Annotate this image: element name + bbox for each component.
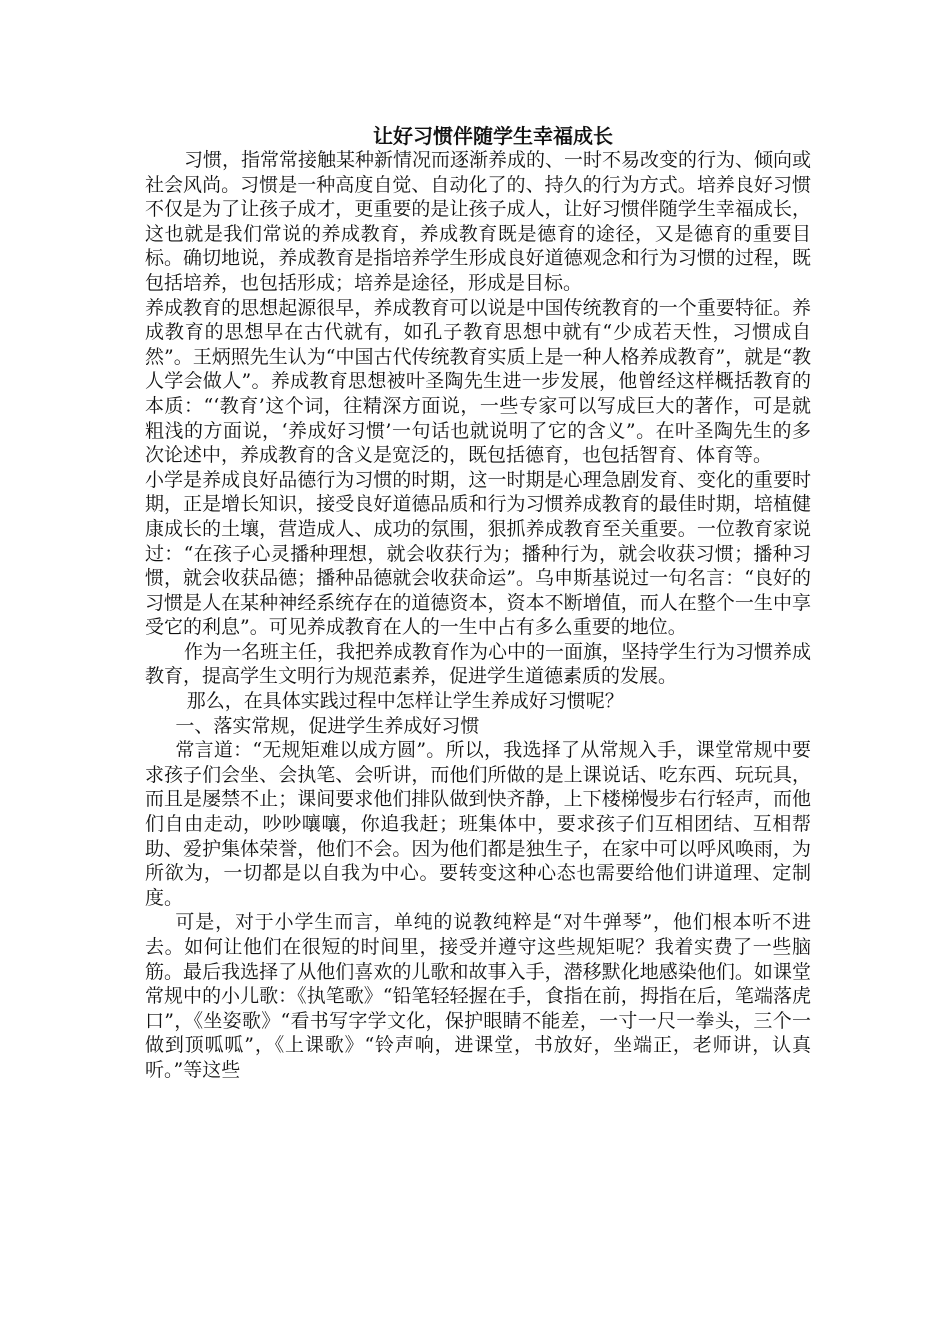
section-heading-1: 一、落实常规，促进学生养成好习惯 [175, 714, 480, 737]
paragraph-class-teacher: 作为一名班主任，我把养成教育作为心中的一面旗，坚持学生行为习惯养成教育，提高学生文明行为规范素养，促进学生道德素质的发展。 [145, 640, 811, 688]
paragraph-origin: 养成教育的思想起源很早，养成教育可以说是中国传统教育的一个重要特征。养成教育的思想早在古代就有，如孔子教育思想中就有“少成若天性，习惯成自然”。王炳照先生认为“中国古代传统教育实质上是一种人格养成教育”，就是“教人学会做人”。养成教育思想被叶圣陶先生进一步发展，他曾经这样概括教育的本质：“‘教育’这个词，往精深方面说，一些专家可以写成巨大的著作，可是就粗浅的方面说，‘养成好习惯’一句话也就说明了它的含义”。在叶圣陶先生的多次论述中，养成教育的含义是宽泛的，既包括德育，也包括智育、体育等。 [145, 296, 811, 467]
paragraph-definition: 习惯，指常常接触某种新情况而逐渐养成的、一时不易改变的行为、倾向或社会风尚。习惯是一种高度自觉、自动化了的、持久的行为方式。培养良好习惯不仅是为了让孩子成才，更重要的是让孩子成人，让好习惯伴随学生幸福成长，这也就是我们常说的养成教育，养成教育既是德育的途径，又是德育的重要目标。确切地说，养成教育是指培养学生形成良好道德观念和行为习惯的过程，既包括培养，也包括形成；培养是途径，形成是目标。 [145, 149, 811, 294]
paragraph-routine: 常言道：“无规矩难以成方圆”。所以，我选择了从常规入手，课堂常规中要求孩子们会坐、会执笔、会听讲，而他们所做的是上课说话、吃东西、玩玩具，而且是屡禁不止；课间要求他们排队做到快齐静，上下楼梯慢步右行轻声，而他们自由走动，吵吵嚷嚷，你追我赶；班集体中，要求孩子们互相团结、互相帮助、爱护集体荣誉，他们不会。因为他们都是独生子，在家中可以呼风唤雨，为所欲为，一切都是以自我为中心。要转变这种心态也需要给他们讲道理、定制度。 [145, 739, 811, 909]
paragraph-question: 那么，在具体实践过程中怎样让学生养成好习惯呢？ [186, 690, 624, 713]
paragraph-songs: 可是，对于小学生而言，单纯的说教纯粹是“对牛弹琴”，他们根本听不进去。如何让他们在很短的时间里，接受并遵守这些规矩呢？我着实费了一些脑筋。最后我选择了从他们喜欢的儿歌和故事入手，潜移默化地感染他们。如课堂常规中的小儿歌：《执笔歌》“铅笔轻轻握在手，食指在前，拇指在后，笔端落虎口”，《坐姿歌》“看书写字学文化，保护眼睛不能差，一寸一尺一拳头，三个一做到顶呱呱”，《上课歌》“铃声响，进课堂，书放好，坐端正，老师讲，认真听。”等这些 [145, 911, 811, 1081]
document-title: 让好习惯伴随学生幸福成长 [373, 124, 613, 148]
paragraph-primary-school: 小学是养成良好品德行为习惯的时期，这一时期是心理急剧发育、变化的重要时期，正是增长知识，接受良好道德品质和行为习惯养成教育的最佳时期，培植健康成长的土壤，营造成人、成功的氛围，狠抓养成教育至关重要。一位教育家说过：“在孩子心灵播种理想，就会收获行为；播种行为，就会收获习惯；播种习惯，就会收获品德；播种品德就会收获命运”。乌申斯基说过一句名言：“良好的习惯是人在某种神经系统存在的道德资本，资本不断增值，而人在整个一生中享受它的利息”。可见养成教育在人的一生中占有多么重要的地位。 [145, 468, 811, 639]
document-body [145, 124, 811, 1083]
